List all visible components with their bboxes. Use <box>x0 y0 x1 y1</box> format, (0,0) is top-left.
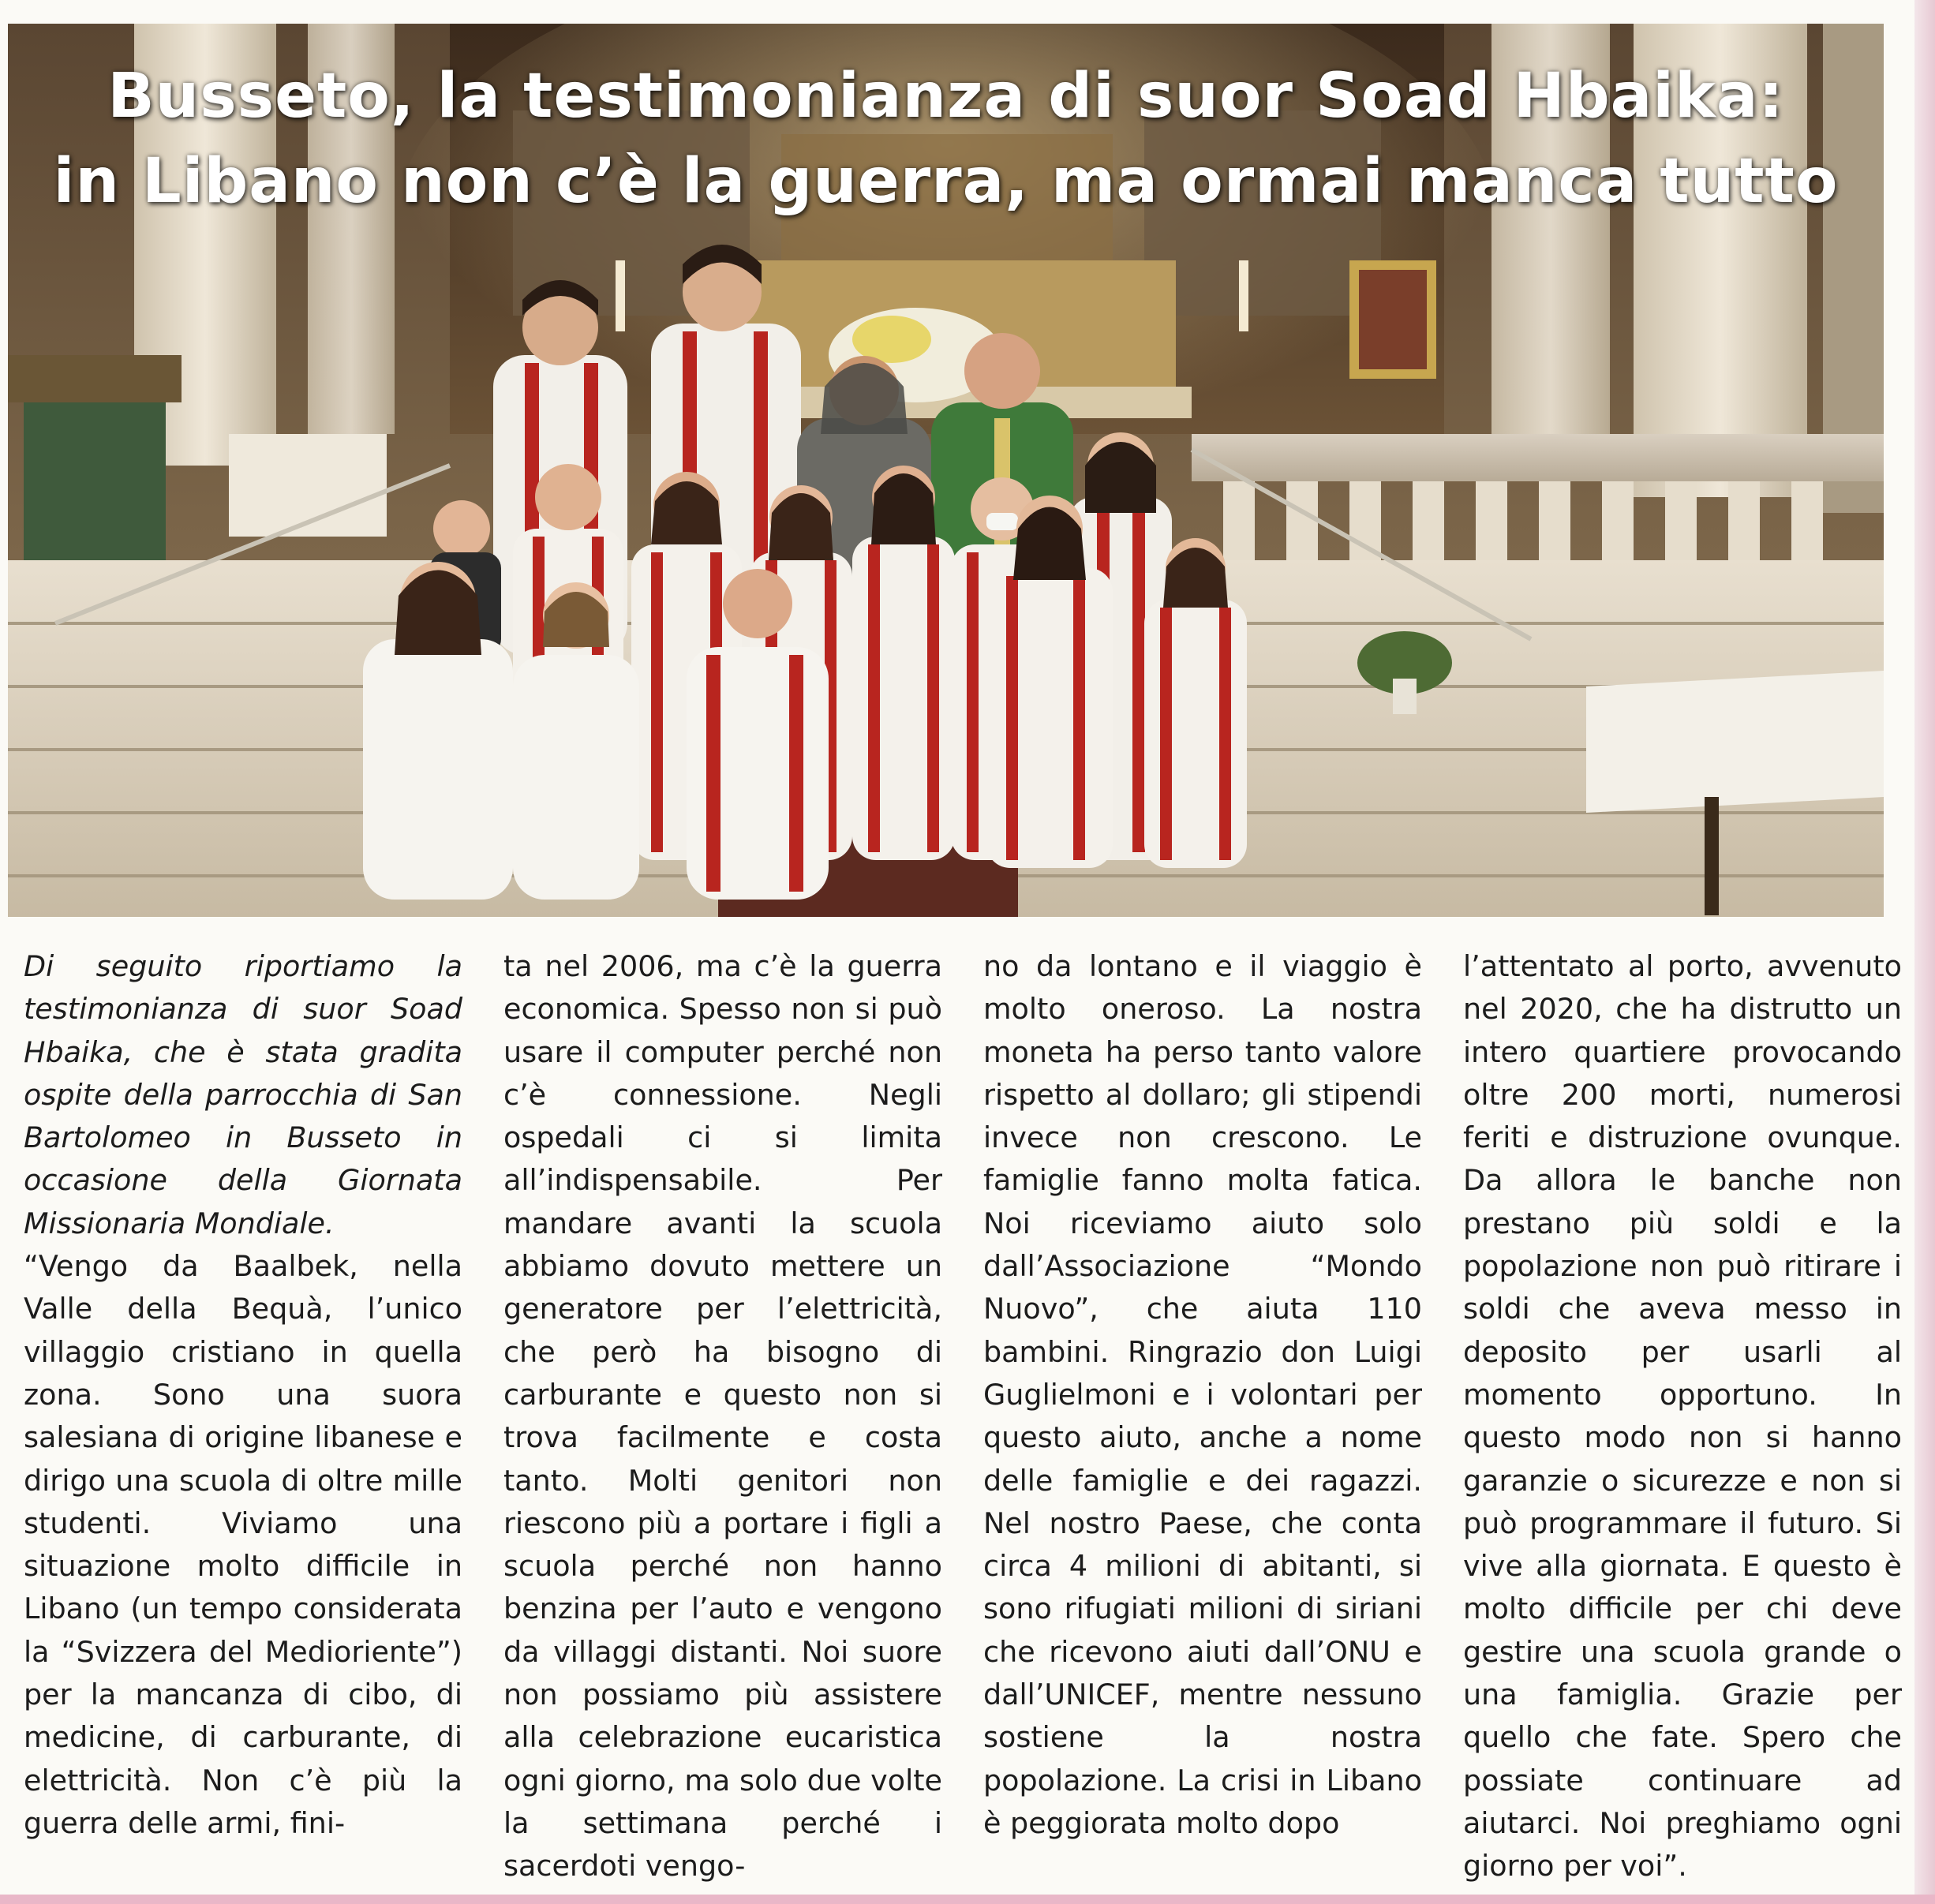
page-edge-bottom <box>0 1895 1935 1904</box>
article-column-4 <box>1463 945 1902 1888</box>
page-edge-right <box>1914 0 1935 1904</box>
article-column-2 <box>503 945 942 1888</box>
article-intro: Di seguito riportiamo la testimonianza di suor Soad Hbaika, che è stata gradita ospite della parrocchia di San Bartolomeo in Busseto in occasione della Giornata Missionaria Mondiale. <box>24 949 462 1240</box>
article-photo <box>8 24 1884 917</box>
article-paragraph: ta nel 2006, ma c’è la guerra economica. Spesso non si può usare il computer perché non c’è connessione. Negli ospedali ci si limita all’indispensabile. Per mandare avanti la scuola abbiamo dovuto mettere un generatore per l’elettricità, che però ha bisogno di carburante e questo non si trova facilmente e costa tanto. Molti genitori non riescono più a portare i figli a scuola perché non hanno benzina per l’auto e vengono da villaggi distanti. Noi suore non possiamo più assistere alla celebrazione eucaristica ogni giorno, ma solo due volte la settimana perché i sacerdoti vengo- <box>503 949 942 1883</box>
article-column-3 <box>983 945 1422 1888</box>
article-body <box>24 945 1902 1884</box>
article-paragraph: no da lontano e il viaggio è molto oneroso. La nostra moneta ha perso tanto valore rispetto al dollaro; gli stipendi invece non crescono. Le famiglie fanno molta fatica. Noi riceviamo aiuto solo dall’Associazione “Mondo Nuovo”, che aiuta 110 bambini. Ringrazio don Luigi Guglielmoni e i volontari per questo aiuto, anche a nome delle famiglie e dei ragazzi. Nel nostro Paese, che conta circa 4 milioni di abitanti, si sono rifugiati milioni di siriani che ricevono aiuti dall’ONU e dall’UNICEF, mentre nessuno sostiene la nostra popolazione. La crisi in Libano è peggiorata molto dopo <box>983 949 1422 1840</box>
headline-line-2: in Libano non c’è la guerra, ma ormai manca tutto <box>53 146 1839 217</box>
headline <box>8 54 1884 224</box>
article-paragraph: “Vengo da Baalbek, nella Valle della Bequà, l’unico villaggio cristiano in quella zona. Sono una suora salesiana di origine libanese e dirigo una scuola di oltre mille studenti. Viviamo una situazione molto difficile in Libano (un tempo considerata la “Svizzera del Medioriente”) per la mancanza di cibo, di medicine, di carburante, di elettricità. Non c’è più la guerra delle armi, fini- <box>24 1249 462 1840</box>
article-paragraph: l’attentato al porto, avvenuto nel 2020, che ha distrutto un intero quartiere provocando oltre 200 morti, numerosi feriti e distruzione ovunque. Da allora le banche non prestano più soldi e la popolazione non può ritirare i soldi che aveva messo in deposito per usarli al momento opportuno. In questo modo non si hanno garanzie o sicurezze e non si può programmare il futuro. Si vive alla giornata. E questo è molto difficile per chi deve gestire una scuola grande o una famiglia. Grazie per quello che fate. Spero che possiate continuare ad aiutarci. Noi preghiamo ogni giorno per voi”. <box>1463 949 1902 1883</box>
headline-line-1: Busseto, la testimonianza di suor Soad Hbaika: <box>107 61 1784 132</box>
article-column-1 <box>24 945 462 1888</box>
